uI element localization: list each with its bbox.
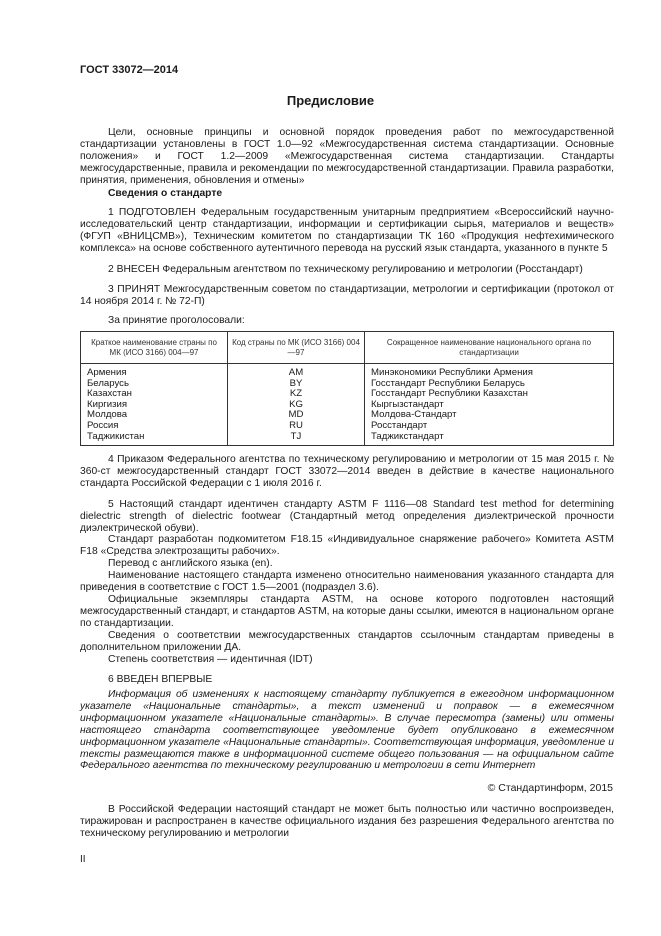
page-title: Предисловие [286,93,375,108]
country-code: RU [228,421,365,432]
item-5-references: Сведения о соответствии межгосударственных стандартов ссылочным стандартам приведены в дополнительном приложении ДА. [80,629,614,653]
table-row [81,364,614,379]
table-row [81,421,614,432]
document-id: ГОСТ 33072—2014 [80,64,179,76]
legal-notice [80,804,614,840]
header-national-body: Сокращенное наименование национального органа по стандартизации [365,332,614,364]
country-name: Россия [81,421,228,432]
national-body: Госстандарт Республики Казахстан [365,389,614,400]
national-body: Минэкономики Республики Армения [365,364,614,379]
table-row [81,379,614,390]
country-code: KG [228,400,365,411]
country-code: TJ [228,432,365,446]
item-3-adopted: 3 ПРИНЯТ Межгосударственным советом по стандартизации, метрологии и сертификации (протокол от 14 ноября 2014 г. № 72-П) [80,284,614,308]
country-name: Молдова [81,410,228,421]
legal-notice-text: В Российской Федерации настоящий стандарт не может быть полностью или частично воспроизведен, тиражирован и распространен в качестве официального издания без разрешения Федерального агентства по техническому регулированию и метрологии [80,804,614,839]
vote-label: За принятие проголосовали: [108,315,245,327]
item-5-developer: Стандарт разработан подкомитетом F18.15 «Индивидуальное снаряжение рабочего» Комитета ASTM F18 «Средства электрозащиты рабочих». [80,534,614,558]
table-row [81,432,614,446]
item-6-first-introduced: 6 ВВЕДЕН ВПЕРВЫЕ [108,674,213,686]
item-5-translation: Перевод с английского языка (en). [108,558,273,570]
copyright: © Стандартинформ, 2015 [487,782,613,794]
national-body: Таджикстандарт [365,432,614,446]
country-name: Киргизия [81,400,228,411]
item-5-name-change: Наименование настоящего стандарта изменено относительно наименования указанного стандарта для приведения в соответствие с ГОСТ 1.5—2001 (подраздел 3.6). [80,570,614,594]
info-heading: Сведения о стандарте [108,188,223,199]
item-5-official-copies: Официальные экземпляры стандарта ASTM, на основе которого подготовлен настоящий межгосударственный стандарт, и стандартов ASTM, на которые даны ссылки, имеются в национальном органе по стандартизации. [80,593,614,629]
vote-table [80,331,614,446]
item-2-introduced: 2 ВНЕСЕН Федеральным агентством по техническому регулированию и метрологии (Росстандарт) [108,263,583,275]
country-code: BY [228,379,365,390]
header-country-code: Код страны по МК (ИСО 3166) 004—97 [228,332,365,364]
table-row [81,410,614,421]
changes-notice-text: Информация об изменениях к настоящему стандарту публикуется в ежегодном информационном указателе «Национальные стандарты», а текст изменений и поправок — в ежемесячном информационном указателе «Национальные стандарты». В случае пересмотра (замены) или отмены настоящего стандарта соответствующее уведомление будет опубликовано в ежемесячном информационном указателе «Национальные стандарты». Соответствующая информация, уведомление и тексты размещаются также в информационной системе общего пользования — на официальном сайте Федерального агентства по техническому регулированию и метрологии в сети Интернет [80,689,614,772]
item-5-conformity: Степень соответствия — идентичная (IDT) [108,653,313,665]
national-body: Кыргызстандарт [365,400,614,411]
national-body: Росстандарт [365,421,614,432]
info-section [80,188,614,327]
country-name: Армения [81,364,228,379]
country-name: Беларусь [81,379,228,390]
country-code: MD [228,410,365,421]
changes-notice [80,689,614,772]
item-1-prepared: 1 ПОДГОТОВЛЕН Федеральным государственным унитарным предприятием «Всероссийский научно-исследовательский центр стандартизации, информации и сертификации сырья, материалов и веществ» (ФГУП «ВНИЦСМВ»), Техническим комитетом по стандартизации ТК 160 «Продукция нефтехимического комплекса» на основе собственного аутентичного перевода на русский язык стандарта, указанного в пункте 5 [80,206,614,254]
intro-paragraph: Цели, основные принципы и основной порядок проведения работ по межгосударственной стандартизации установлены в ГОСТ 1.0—92 «Межгосударственная система стандартизации. Основные положения» и ГОСТ 1.2—2009 «Межгосударственная система стандартизации. Стандарты межгосударственные, правила и рекомендации по межгосударственной стандартизации. Правила разработки, принятия, применения, обновления и отмены» [80,127,614,186]
national-body: Госстандарт Республики Беларусь [365,379,614,390]
item-4-enacted: 4 Приказом Федерального агентства по техническому регулированию и метрологии от 15 мая 2015 г. № 360-ст межгосударственный стандарт ГОСТ 33072—2014 введен в действие в качестве национального стандарта Российской Федерации с 1 июля 2016 г. [80,454,614,489]
item-5-identity: 5 Настоящий стандарт идентичен стандарту ASTM F 1116—08 Standard test method for determining dielectric strength of dielectric footwear (Стандартный метод определения диэлектрической прочности диэлектрической обуви). [80,498,614,534]
table-row [81,389,614,400]
country-name: Казахстан [81,389,228,400]
national-body: Молдова-Стандарт [365,410,614,421]
intro-section [80,127,614,187]
country-code: AM [228,364,365,379]
table-row [81,400,614,411]
country-name: Таджикистан [81,432,228,446]
country-code: KZ [228,389,365,400]
page-number: II [80,854,86,865]
vote-table-header [81,332,614,364]
implementation-section [80,454,614,686]
header-country-name: Краткое наименование страны по МК (ИСО 3166) 004—97 [81,332,228,364]
